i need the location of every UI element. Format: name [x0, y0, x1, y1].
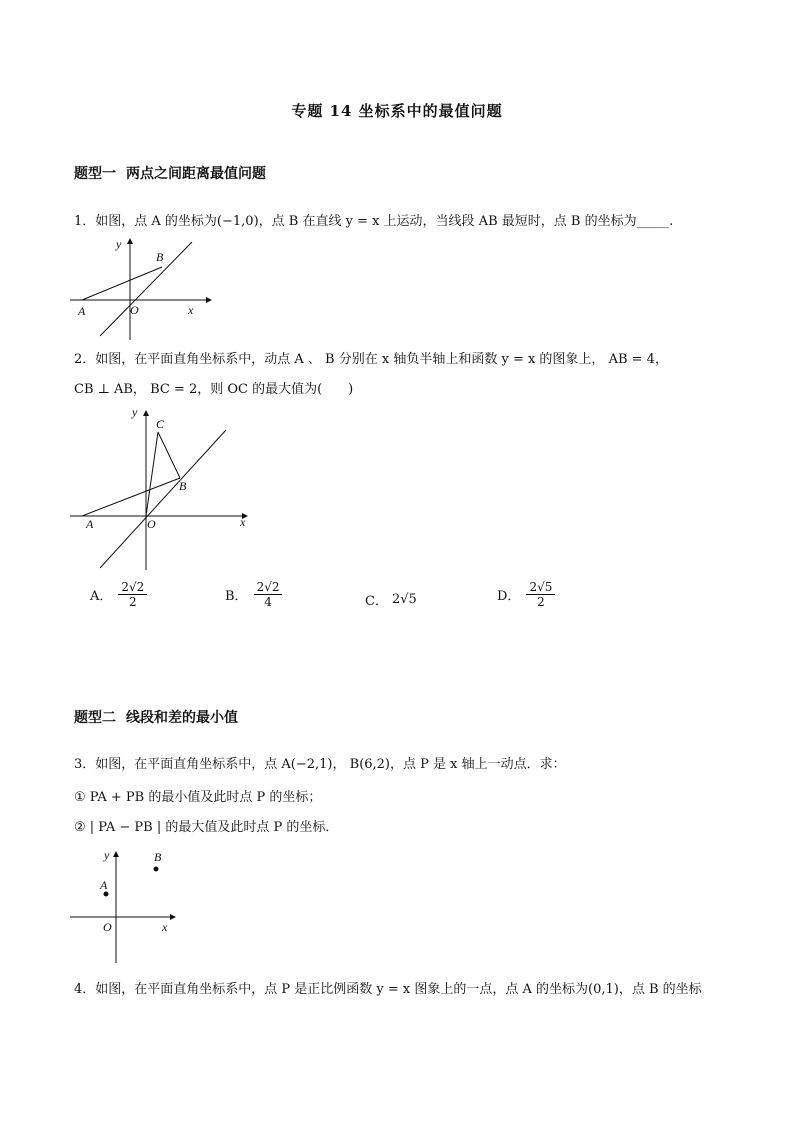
segment-oc: [146, 432, 158, 516]
line-y-equals-x: [100, 430, 226, 568]
section-heading-1: [74, 163, 266, 183]
section-title-1: 两点之间距离最值问题: [126, 166, 266, 182]
option-b-fraction: [254, 580, 283, 609]
option-d[interactable]: [497, 580, 555, 609]
point-b: [154, 867, 159, 872]
option-a-fraction: [118, 580, 147, 609]
point-a-label: A: [100, 878, 108, 892]
origin-label: O: [147, 517, 156, 531]
question-4: 4．如图，在平面直角坐标系中，点 P 是正比例函数 y = x 图象上的一点，点 A 的坐标为(0,1)，点 B 的坐标: [74, 982, 702, 997]
question-3-line-1: 3．如图，在平面直角坐标系中，点 A(−2,1)， B(6,2)，点 P 是 x 轴上一动点．求：: [74, 757, 566, 772]
y-axis-label: y: [132, 405, 138, 419]
point-b-label: B: [154, 850, 162, 864]
figure-2: [70, 404, 250, 570]
x-axis-label: x: [162, 920, 168, 934]
figure-1: [70, 236, 210, 340]
segment-bc: [158, 432, 180, 478]
option-b-numerator: 2√2: [254, 580, 283, 595]
y-axis-arrow: [127, 238, 133, 244]
origin-label: O: [103, 920, 112, 934]
x-axis-label: x: [240, 515, 246, 529]
option-a[interactable]: [90, 580, 147, 609]
section-tag-1: 题型一: [74, 166, 116, 182]
point-a-label: A: [78, 304, 86, 318]
option-d-label: D．: [497, 589, 521, 604]
section-heading-2: [74, 707, 238, 727]
option-a-label: A．: [90, 589, 113, 604]
section-tag-2: 题型二: [74, 710, 116, 726]
option-b[interactable]: [225, 580, 282, 609]
option-d-fraction: [526, 580, 555, 609]
y-axis-arrow: [113, 851, 119, 857]
question-2-line-1: 2．如图，在平面直角坐标系中，动点 A 、 B 分别在 x 轴负半轴上和函数 y = x 的图象上， AB = 4，: [74, 352, 668, 367]
page-title: 专题 14 坐标系中的最值问题: [291, 102, 503, 120]
question-2-line-2: CB ⊥ AB， BC = 2，则 OC 的最大值为( ): [74, 382, 354, 397]
question-3-line-2: ① PA + PB 的最小值及此时点 P 的坐标；: [74, 790, 322, 805]
section-title-2: 线段和差的最小值: [126, 710, 238, 726]
option-b-label: B．: [225, 589, 248, 604]
option-c-value: 2√5: [391, 592, 417, 607]
option-c[interactable]: [365, 590, 417, 609]
point-b-label: B: [156, 250, 164, 264]
x-axis-arrow: [170, 914, 176, 920]
option-d-denominator: 2: [537, 595, 545, 609]
question-1: 1．如图，点 A 的坐标为(−1,0)，点 B 在直线 y = x 上运动，当线段 AB 最短时，点 B 的坐标为_____.: [74, 214, 674, 229]
y-axis-label: y: [104, 848, 110, 862]
origin-label: O: [130, 303, 139, 317]
option-c-label: C．: [365, 594, 388, 609]
point-a: [104, 892, 109, 897]
option-a-numerator: 2√2: [118, 580, 147, 595]
point-c-label: C: [156, 417, 165, 431]
segment-ab: [82, 267, 162, 300]
point-a-label: A: [86, 517, 94, 531]
question-3-line-3: ② | PA − PB | 的最大值及此时点 P 的坐标．: [74, 820, 339, 835]
point-b-label: B: [179, 479, 187, 493]
x-axis-arrow: [206, 297, 212, 303]
y-axis-label: y: [116, 237, 122, 251]
y-axis-arrow: [143, 410, 149, 416]
x-axis-label: x: [188, 303, 194, 317]
option-a-denominator: 2: [129, 595, 137, 609]
figure-3: [70, 845, 180, 963]
line-y-equals-x: [100, 242, 192, 336]
option-d-numerator: 2√5: [526, 580, 555, 595]
option-b-denominator: 4: [264, 595, 272, 609]
